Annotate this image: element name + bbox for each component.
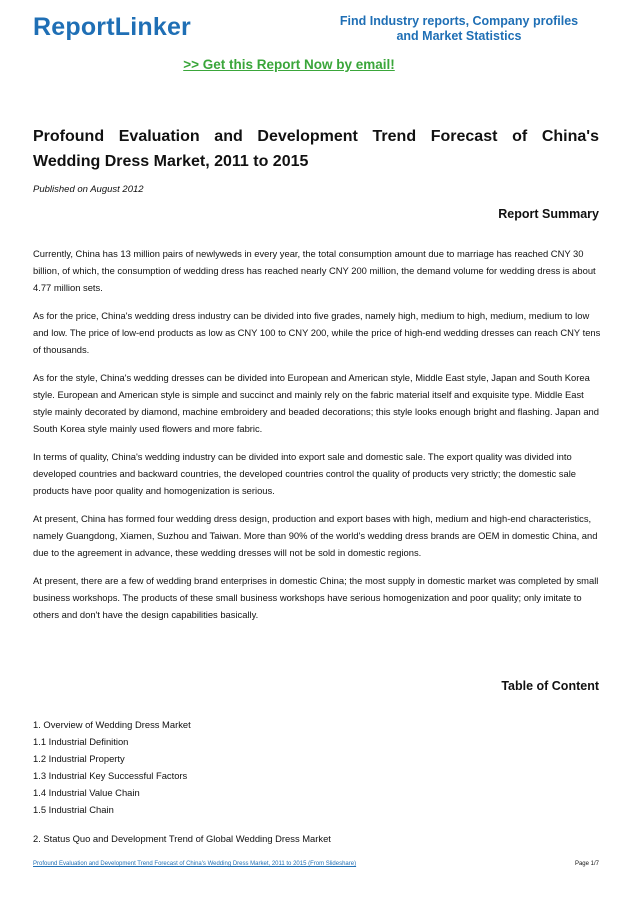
page-number: Page 1/7 [574, 861, 599, 867]
toc-item: 1.1 Industrial Definition [33, 736, 129, 747]
summary-paragraph: In terms of quality, China's wedding industry can be divided into export sale and domestic sale. The export quality was divided into developed countries and backward countries, the developed countries control the quality of products very strictly; the domestic sale products have poor quality and homogenization is serious. [33, 451, 577, 496]
toc-item: 1.4 Industrial Value Chain [33, 787, 140, 798]
summary-paragraph: As for the price, China's wedding dress industry can be divided into five grades, namely high, medium to high, medium, medium to low and low. The price of low-end products as low as CNY 100 to CNY 200, while the price of high-end wedding dresses can reach CNY tens of thousands. [33, 310, 601, 355]
table-of-content-list [33, 716, 593, 847]
report-summary-heading: Report Summary [498, 207, 599, 221]
tagline-line-2: and Market Statistics [396, 29, 522, 43]
published-date: Published on August 2012 [33, 184, 144, 195]
summary-paragraph: As for the style, China's wedding dresses can be divided into European and American style, Middle East style, Japan and South Korea style. European and American style is simple and succinct and mainly rely on the fabric material itself and exquisite type. Middle East style mainly decorated by diamond, machine embroidery and beaded decorations; this style looks enough bright and flashing. Japan and South Korea style mainly used flowers and more fabric. [33, 372, 599, 434]
table-of-content-heading: Table of Content [501, 679, 599, 693]
toc-item: 1.5 Industrial Chain [33, 804, 114, 815]
toc-item: 1.2 Industrial Property [33, 753, 125, 764]
toc-item: 2. Status Quo and Development Trend of Global Wedding Dress Market [33, 833, 331, 844]
tagline-line-1: Find Industry reports, Company profiles [339, 14, 579, 28]
report-title: Profound Evaluation and Development Trend Forecast of China's Wedding Dress Market, 2011 to 2015 [33, 128, 599, 170]
summary-paragraph: Currently, China has 13 million pairs of newlyweds in every year, the total consumption amount due to marriage has reached CNY 30 billion, of which, the consumption of wedding dress has reached nearly CNY 200 million, the demand volume for wedding dress is about 4.77 million sets. [33, 248, 596, 293]
footer-source-link[interactable]: Profound Evaluation and Development Trend Forecast of China's Wedding Dress Market, 2011 to 2015 (From Slideshare) [33, 861, 357, 867]
toc-item: 1. Overview of Wedding Dress Market [33, 719, 191, 730]
report-summary-body [33, 245, 603, 634]
summary-paragraph: At present, there are a few of wedding brand enterprises in domestic China; the most supply in domestic market was completed by small business workshops. The products of these small business workshops have serious homogenization and poor quality; only imitate to others and don't have the design capabilities basically. [33, 575, 599, 620]
reportlinker-logo[interactable]: ReportLinker [33, 13, 191, 41]
header-tagline [330, 14, 588, 44]
toc-item: 1.3 Industrial Key Successful Factors [33, 770, 188, 781]
get-report-link[interactable]: >> Get this Report Now by email! [183, 57, 395, 72]
summary-paragraph: At present, China has formed four wedding dress design, production and export bases with high, medium and high-end characteristics, namely Guangdong, Xiamen, Suzhou and Taiwan. More than 90% of the world's wedding dress brands are OEM in domestic China, and due to the agreement in advance, these wedding dresses will not be sold in domestic regions. [33, 513, 598, 558]
